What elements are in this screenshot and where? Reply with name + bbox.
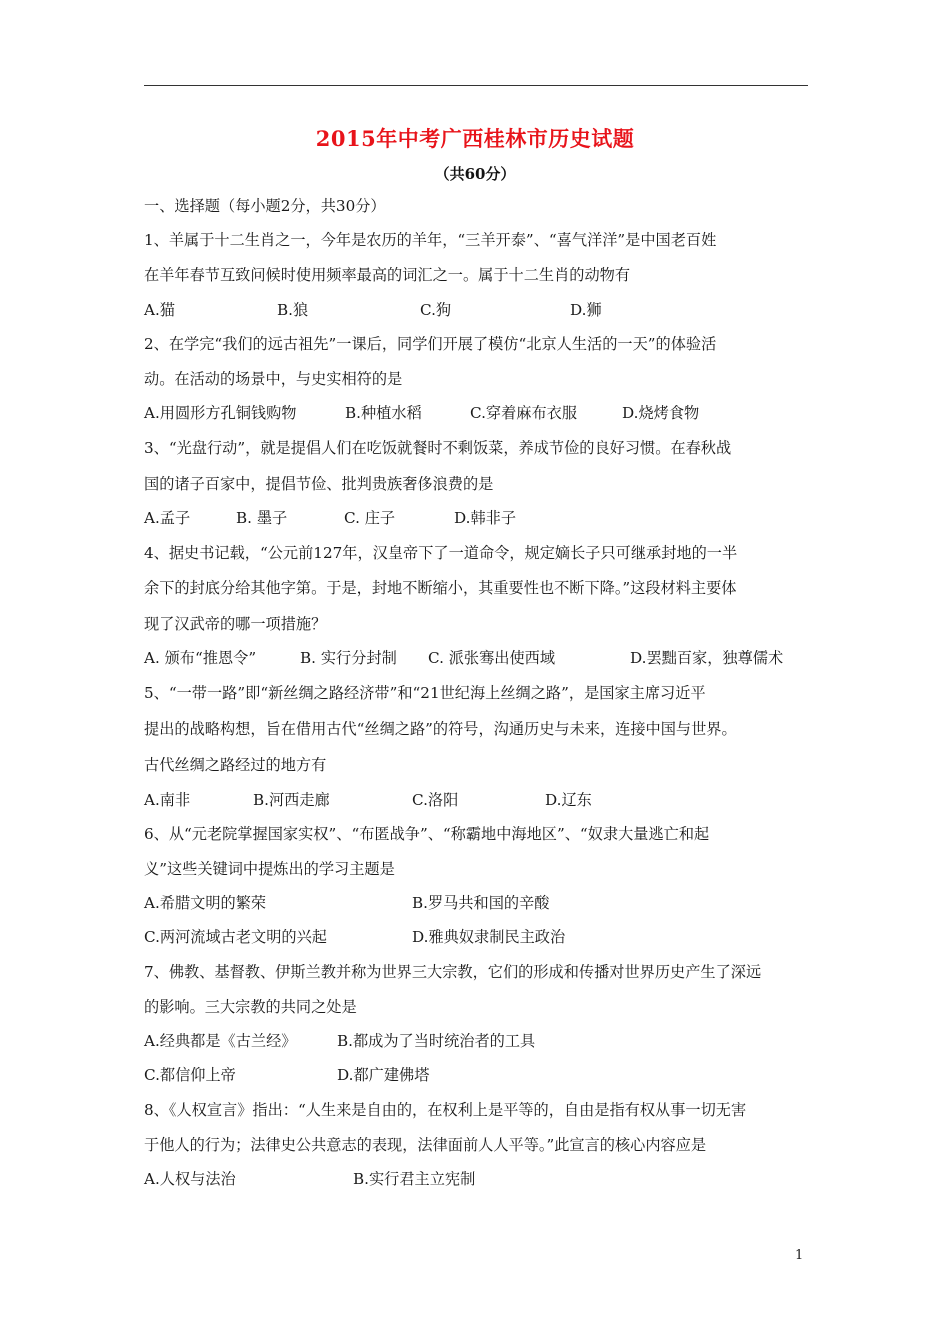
question-7-option-b: B.都成为了当时统治者的工具: [337, 1032, 536, 1050]
question-4-option-a: A. 颁布“推恩令”: [144, 649, 257, 667]
question-3-line-1: 3、“光盘行动”，就是提倡人们在吃饭就餐时不剩饭菜，养成节俭的良好习惯。在春秋战: [144, 439, 732, 457]
page-number: 1: [795, 1248, 804, 1263]
question-7-option-d: D.都广建佛塔: [337, 1066, 430, 1084]
question-1-option-c: C.狗: [420, 301, 452, 319]
section-heading: 一、选择题（每小题2分，共30分）: [144, 197, 386, 215]
header-rule: [144, 85, 808, 86]
question-5-line-2: 提出的战略构想，旨在借用古代“丝绸之路”的符号，沟通历史与未来，连接中国与世界。: [144, 720, 737, 738]
question-5-option-a: A.南非: [144, 791, 191, 809]
question-5-option-c: C.洛阳: [412, 791, 459, 809]
question-6-line-2: 义”这些关键词中提炼出的学习主题是: [144, 860, 395, 878]
question-6-line-1: 6、从“元老院掌握国家实权”、“布匿战争”、“称霸地中海地区”、“奴隶大量逃亡和起: [144, 825, 710, 843]
question-1-line-2: 在羊年春节互致问候时使用频率最高的词汇之一。属于十二生肖的动物有: [144, 266, 630, 284]
question-7-option-c: C.都信仰上帝: [144, 1066, 236, 1084]
question-3-line-2: 国的诸子百家中，提倡节俭、批判贵族奢侈浪费的是: [144, 475, 494, 493]
question-1-option-b: B.狼: [277, 301, 309, 319]
question-7-option-a: A.经典都是《古兰经》: [144, 1032, 297, 1050]
question-5-line-1: 5、“一带一路”即“新丝绸之路经济带”和“21世纪海上丝绸之路”，是国家主席习近平: [144, 684, 706, 702]
question-2-option-d: D.烧烤食物: [622, 404, 700, 422]
question-2-option-b: B.种植水稻: [345, 404, 422, 422]
question-3-option-b: B. 墨子: [236, 509, 288, 527]
question-2-option-c: C.穿着麻布衣服: [470, 404, 578, 422]
question-4-line-1: 4、据史书记载，“公元前127年，汉皇帝下了一道命令，规定嫡长子只可继承封地的一半: [144, 544, 738, 562]
question-1-option-d: D.狮: [570, 301, 602, 319]
question-1-option-a: A.猫: [144, 301, 175, 319]
question-6-option-b: B.罗马共和国的辛酸: [412, 894, 550, 912]
question-8-option-a: A.人权与法治: [144, 1170, 236, 1188]
question-4-option-b: B. 实行分封制: [300, 649, 397, 667]
question-7-line-2: 的影响。三大宗教的共同之处是: [144, 998, 357, 1016]
question-6-option-c: C.两河流域古老文明的兴起: [144, 928, 327, 946]
question-6-option-a: A.希腊文明的繁荣: [144, 894, 267, 912]
question-2-line-2: 动。在活动的场景中，与史实相符的是: [144, 370, 403, 388]
question-3-option-c: C. 庄子: [344, 509, 396, 527]
question-4-line-2: 余下的封底分给其他字第。于是，封地不断缩小，其重要性也不断下降。”这段材料主要体: [144, 579, 737, 597]
question-4-line-3: 现了汉武帝的哪一项措施？: [144, 615, 327, 633]
question-7-line-1: 7、佛教、基督教、伊斯兰教并称为世界三大宗教，它们的形成和传播对世界历史产生了深远: [144, 963, 762, 981]
question-6-option-d: D.雅典奴隶制民主政治: [412, 928, 566, 946]
question-4-option-d: D.罢黜百家，独尊儒术: [630, 649, 784, 667]
question-2-line-1: 2、在学完“我们的远古祖先”一课后，同学们开展了模仿“北京人生活的一天”的体验活: [144, 335, 717, 353]
question-2-option-a: A.用圆形方孔铜钱购物: [144, 404, 297, 422]
page-subtitle: （共60分）: [434, 165, 516, 183]
question-1-line-1: 1、羊属于十二生肖之一，今年是农历的羊年，“三羊开泰”、“喜气洋洋”是中国老百姓: [144, 231, 717, 249]
question-8-option-b: B.实行君主立宪制: [353, 1170, 476, 1188]
question-8-line-2: 于他人的行为；法律史公共意志的表现，法律面前人人平等。”此宣言的核心内容应是: [144, 1136, 707, 1154]
question-3-option-a: A.孟子: [144, 509, 191, 527]
question-5-option-d: D.辽东: [545, 791, 592, 809]
question-3-option-d: D.韩非子: [454, 509, 517, 527]
question-4-option-c: C. 派张骞出使西域: [428, 649, 556, 667]
question-8-line-1: 8、《人权宣言》指出：“人生来是自由的，在权利上是平等的，自由是指有权从事一切无害: [144, 1101, 747, 1119]
page-title: 2015年中考广西桂林市历史试题: [315, 126, 635, 151]
question-5-option-b: B.河西走廊: [253, 791, 330, 809]
question-5-line-3: 古代丝绸之路经过的地方有: [144, 756, 327, 774]
